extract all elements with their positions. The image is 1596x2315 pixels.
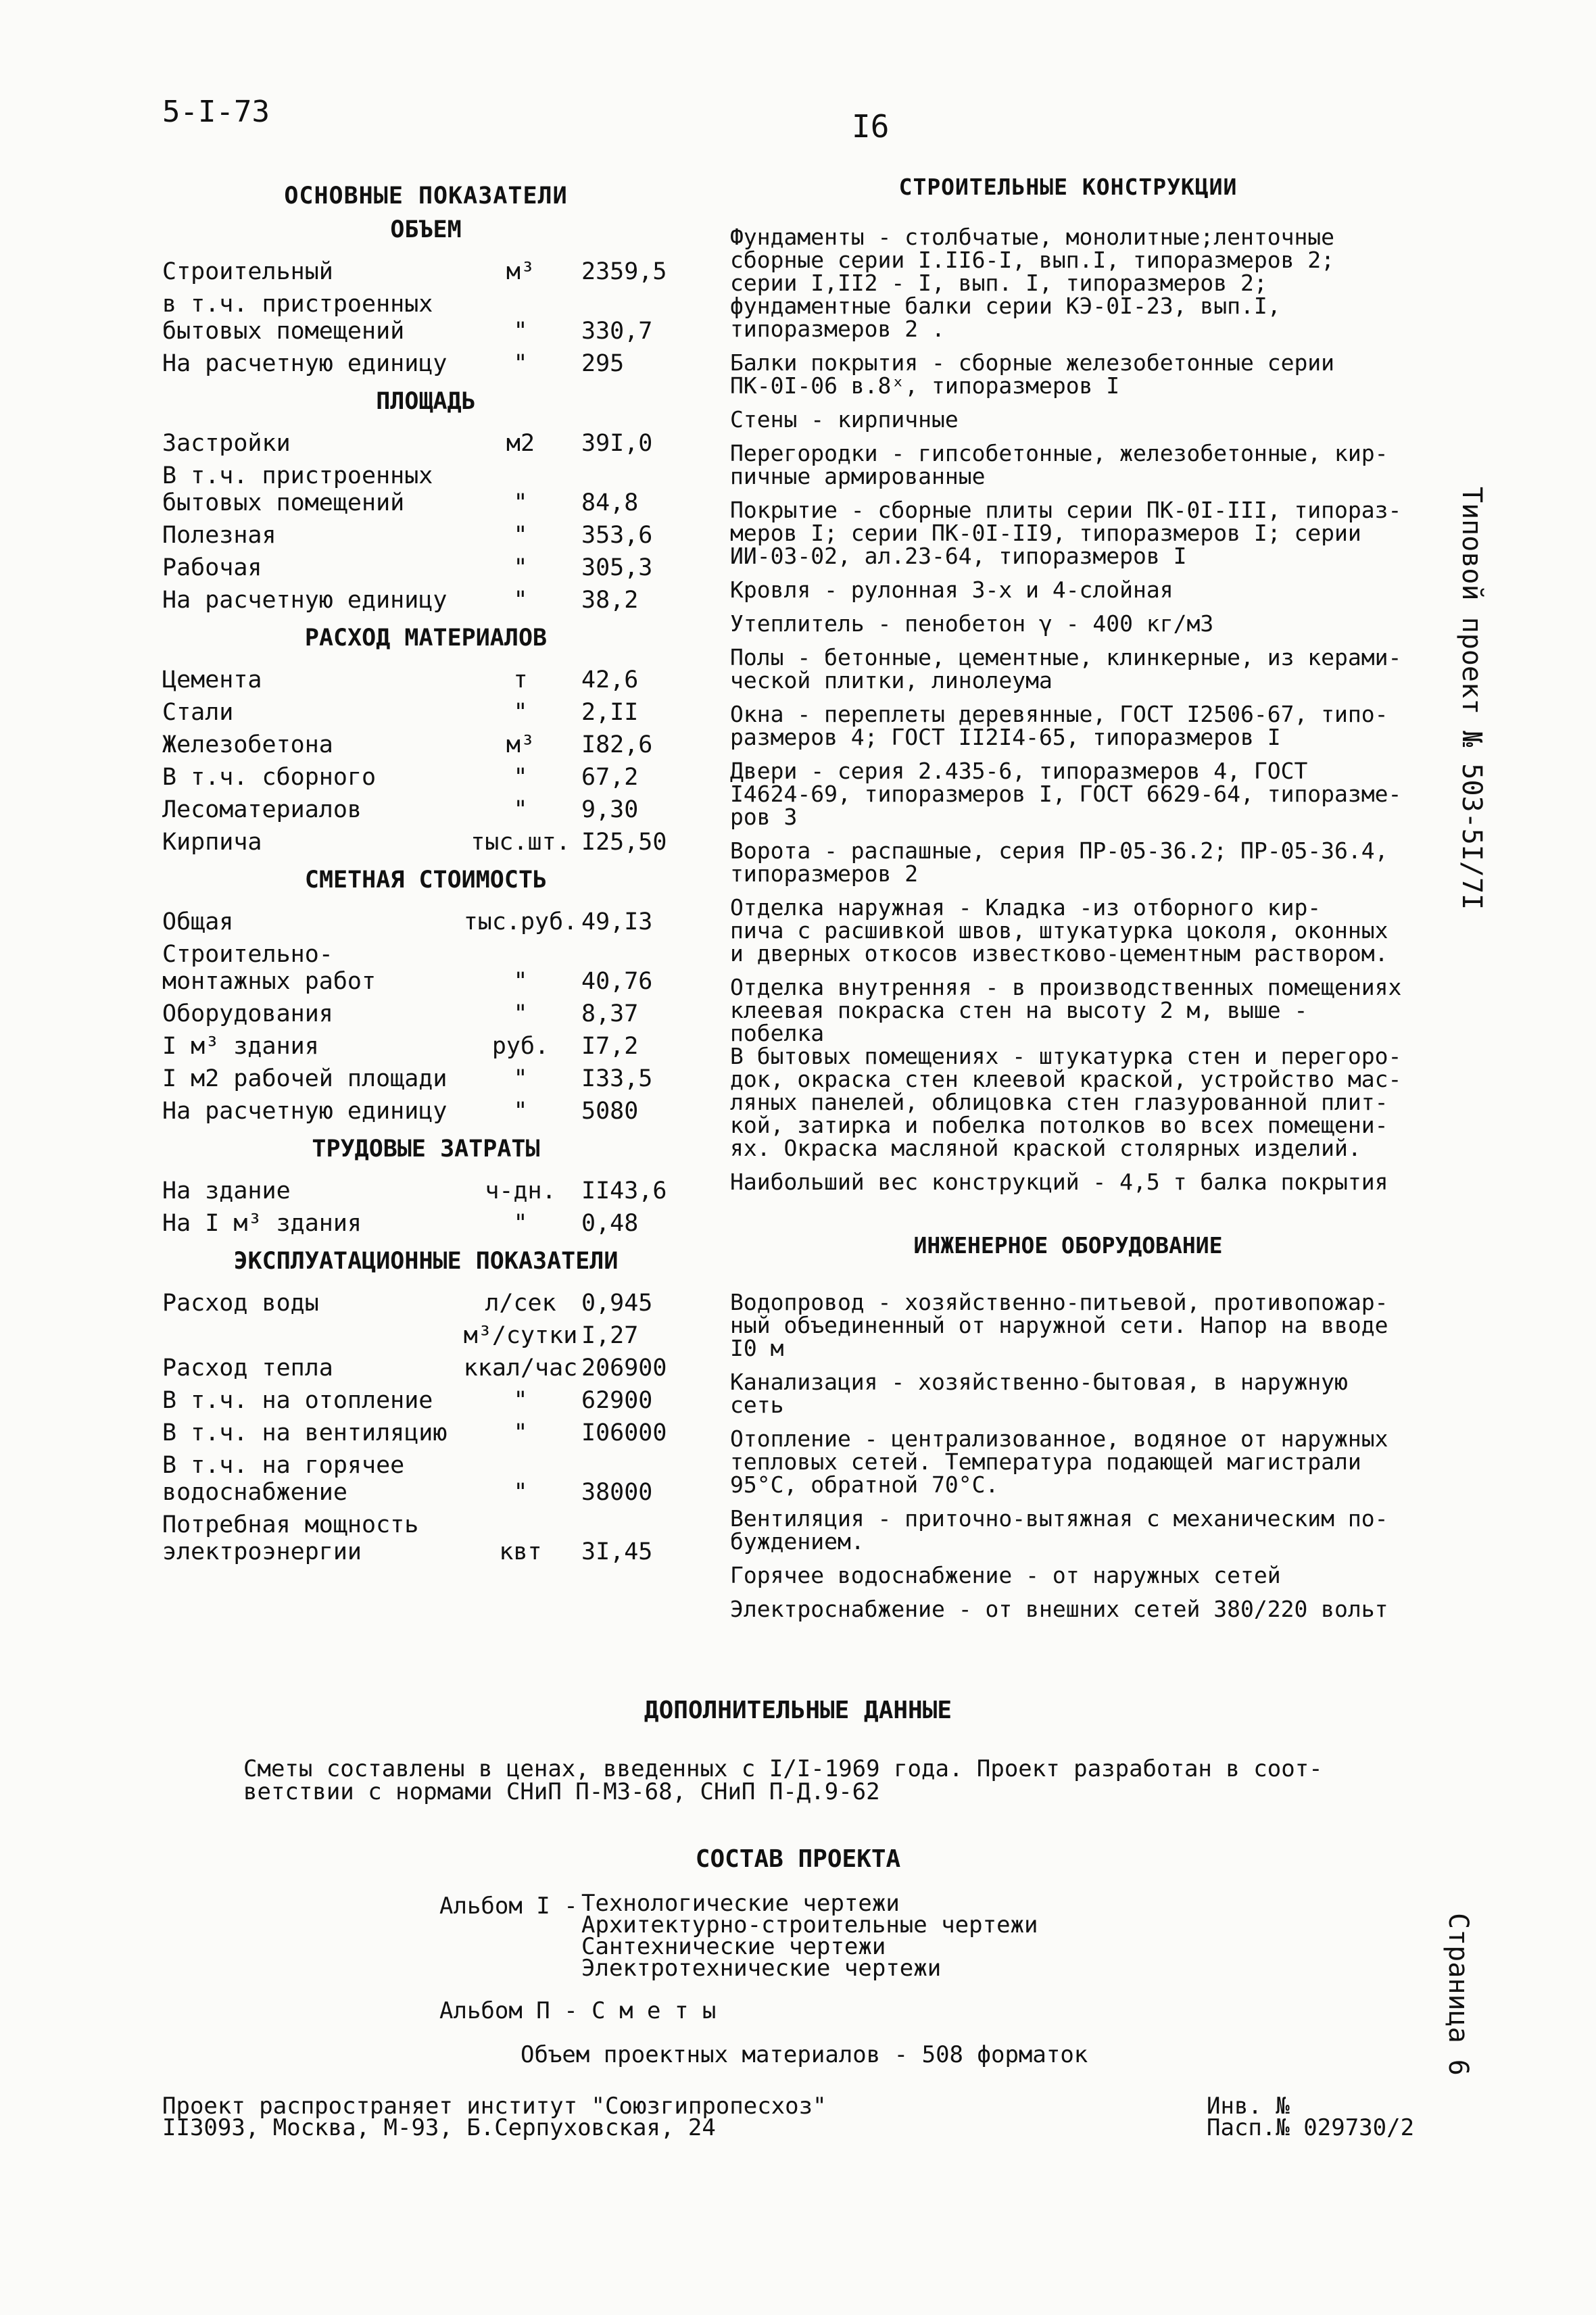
row-value: 42,6 — [581, 666, 639, 693]
row-unit: " — [513, 350, 528, 377]
engineering-paragraph: Канализация - хозяйственно-бытовая, в наружную сеть — [730, 1369, 1348, 1418]
construction-paragraph: Окна - переплеты деревянные, ГОСТ I2506-67, типо- размеров 4; ГОСТ II2I4-65, типоразмеров I — [730, 701, 1388, 750]
indicator-row — [162, 1387, 690, 1414]
album-item: Архитектурно-строительные чертежи — [581, 1911, 1038, 1939]
row-label: Лесоматериалов — [162, 796, 362, 823]
row-value: 38000 — [581, 1479, 653, 1506]
indicator-row — [162, 1290, 690, 1317]
album-item: Электротехнические чертежи — [581, 1955, 942, 1982]
page-label-vertical: Страница 6 — [1443, 1913, 1474, 2076]
additional-data-title: ДОПОЛНИТЕЛЬНЫЕ ДАННЫЕ — [644, 1697, 952, 1724]
indicator-row — [162, 522, 690, 549]
indicator-row — [162, 554, 690, 581]
row-value: II43,6 — [581, 1177, 667, 1204]
construction-title: СТРОИТЕЛЬНЫЕ КОНСТРУКЦИИ — [898, 174, 1238, 200]
indicator-row — [162, 1355, 690, 1382]
engineering-title: ИНЖЕНЕРНОЕ ОБОРУДОВАНИЕ — [913, 1232, 1223, 1259]
row-unit: " — [513, 318, 528, 345]
album-item: Технологические чертежи — [581, 1890, 900, 1917]
engineering-paragraph: Вентиляция - приточно-вытяжная с механическим по- буждением. — [730, 1505, 1388, 1555]
construction-paragraph: Отделка внутренняя - в производственных помещениях клеевая покраска стен на высоту 2 м, выше - побелка В бытовых помещениях - штукатурка стен и перегоро- док, окраска стен клеевой краской, устройство мас- ляных панелей, облицовка стен глазурованной плит- кой, затирка и побелка потолков во всех помещени- ях. Окраска масляной краской столярных изделий. — [730, 974, 1402, 1161]
row-label: В т.ч. на отопление — [162, 1387, 433, 1414]
row-label: На I м³ здания — [162, 1210, 362, 1237]
row-value: 40,76 — [581, 968, 653, 995]
indicator-row — [162, 666, 690, 693]
indicator-row — [162, 1000, 690, 1027]
indicator-row — [162, 430, 690, 457]
row-unit: " — [513, 1419, 528, 1446]
row-value: 353,6 — [581, 522, 653, 549]
indicator-row — [162, 1033, 690, 1060]
row-value: I82,6 — [581, 731, 653, 758]
section-title: СМЕТНАЯ СТОИМОСТЬ — [304, 867, 548, 894]
passport-number: Пасп.№ 029730/2 — [1207, 2114, 1415, 2141]
row-unit: " — [513, 554, 528, 581]
construction-paragraph: Ворота - распашные, серия ПР-05-36.2; ПР-05-36.4, типоразмеров 2 — [730, 837, 1388, 887]
row-label: На расчетную единицу — [162, 1098, 448, 1125]
row-value: 330,7 — [581, 318, 653, 345]
row-unit: " — [513, 587, 528, 614]
row-value: 84,8 — [581, 489, 639, 516]
row-unit: л/сек — [485, 1290, 556, 1317]
materials-volume: Объем проектных материалов - 508 форматок — [521, 2041, 1088, 2068]
inventory-block — [1207, 2095, 1414, 2139]
indicator-row — [162, 941, 690, 995]
row-label: Потребная мощность электроэнергии — [162, 1511, 419, 1565]
row-value: 305,3 — [581, 554, 653, 581]
construction-paragraph: Перегородки - гипсобетонные, железобетонные, кир- пичные армированные — [730, 440, 1388, 489]
construction-paragraph: Утеплитель - пенобетон γ - 400 кг/м3 — [730, 610, 1214, 637]
row-unit: тыс.руб. — [463, 908, 578, 935]
row-value: 2,II — [581, 699, 639, 726]
row-value: 295 — [581, 350, 625, 377]
row-unit: руб. — [491, 1033, 550, 1060]
construction-paragraph: Полы - бетонные, цементные, клинкерные, из керами- ческой плитки, линолеума — [730, 644, 1402, 693]
construction-paragraph: Покрытие - сборные плиты серии ПК-0I-III, типораз- меров I; серии ПК-0I-II9, типоразмеров I; серии ИИ-03-02, ал.23-64, типоразмеров I — [730, 497, 1402, 569]
section-title: ЭКСПЛУАТАЦИОННЫЕ ПОКАЗАТЕЛИ — [233, 1248, 619, 1275]
row-label: Рабочая — [162, 554, 262, 581]
row-value: 39I,0 — [581, 430, 653, 457]
row-value: 5080 — [581, 1098, 639, 1125]
row-unit: м2 — [506, 430, 535, 457]
engineering-paragraph: Водопровод - хозяйственно-питьевой, противопожар- ный объединенный от наружной сети. Напор на вводе I0 м — [730, 1289, 1388, 1361]
indicator-row — [162, 1098, 690, 1125]
section-title: ОБЪЕМ — [390, 216, 462, 243]
row-unit: " — [513, 522, 528, 549]
row-value: 9,30 — [581, 796, 639, 823]
row-label: Железобетона — [162, 731, 333, 758]
row-label: В т.ч. на вентиляцию — [162, 1419, 448, 1446]
row-unit: тыс.шт. — [470, 829, 571, 856]
row-label: в т.ч. пристроенных бытовых помещений — [162, 291, 433, 345]
document-code: 5-I-73 — [162, 95, 270, 129]
row-unit: м³/сутки — [463, 1322, 578, 1349]
row-value: I,27 — [581, 1322, 639, 1349]
row-label: Строительно-монтажных работ — [162, 941, 377, 995]
construction-paragraph: Балки покрытия - сборные железобетонные серии ПК-0I-06 в.8ˣ, типоразмеров I — [730, 349, 1335, 399]
construction-paragraph: Стены - кирпичные — [730, 406, 959, 433]
row-value: 0,48 — [581, 1210, 639, 1237]
row-value: I25,50 — [581, 829, 667, 856]
row-unit: " — [513, 764, 528, 791]
page-number: I6 — [852, 108, 890, 145]
row-unit: м³ — [506, 258, 535, 285]
row-unit: " — [513, 1479, 528, 1506]
engineering-paragraph: Электроснабжение - от внешних сетей 380/220 вольт — [730, 1596, 1388, 1622]
indicator-row — [162, 462, 690, 516]
row-label: Кирпича — [162, 829, 262, 856]
row-unit: " — [513, 699, 528, 726]
row-value: 0,945 — [581, 1290, 653, 1317]
row-value: 8,37 — [581, 1000, 639, 1027]
section-title: РАСХОД МАТЕРИАЛОВ — [304, 625, 548, 652]
indicator-row — [162, 699, 690, 726]
indicator-row — [162, 291, 690, 345]
row-value: 62900 — [581, 1387, 653, 1414]
row-label: Застройки — [162, 430, 291, 457]
album-1-label: Альбом I - — [439, 1893, 578, 1920]
row-label: I м2 рабочей площади — [162, 1065, 448, 1092]
row-label: Расход тепла — [162, 1355, 333, 1382]
row-value: 38,2 — [581, 587, 639, 614]
row-value: I33,5 — [581, 1065, 653, 1092]
engineering-paragraph: Отопление - централизованное, водяное от наружных тепловых сетей. Температура подающей магистрали 95°С, обратной 70°С. — [730, 1425, 1388, 1498]
row-unit: " — [513, 968, 528, 995]
row-label: Строительный — [162, 258, 333, 285]
row-label: На расчетную единицу — [162, 350, 448, 377]
indicator-row — [162, 1065, 690, 1092]
project-number-vertical: Типовой проект № 503-5I/7I — [1456, 487, 1487, 910]
row-label: В т.ч. на горячее водоснабжение — [162, 1452, 405, 1506]
row-value: 206900 — [581, 1355, 667, 1382]
construction-paragraph: Отделка наружная - Кладка -из отборного кир- пича с расшивкой швов, штукатурка цоколя, оконных и дверных откосов известково-цементным раствором. — [730, 894, 1388, 967]
row-label: На расчетную единицу — [162, 587, 448, 614]
row-label: На здание — [162, 1177, 291, 1204]
main-indicators-title: ОСНОВНЫЕ ПОКАЗАТЕЛИ — [284, 182, 568, 210]
row-label: Полезная — [162, 522, 276, 549]
indicator-row — [162, 1419, 690, 1446]
row-label: В т.ч. пристроенных бытовых помещений — [162, 462, 433, 516]
construction-paragraph: Наибольший вес конструкций - 4,5 т балка покрытия — [730, 1169, 1388, 1195]
indicator-row — [162, 764, 690, 791]
album-item: Сантехнические чертежи — [581, 1933, 886, 1960]
row-unit: т — [513, 666, 528, 693]
row-value: 49,I3 — [581, 908, 653, 935]
row-value: I06000 — [581, 1419, 667, 1446]
row-unit: " — [513, 1000, 528, 1027]
indicator-row — [162, 350, 690, 377]
row-label: Расход воды — [162, 1290, 319, 1317]
row-label: В т.ч. сборного — [162, 764, 377, 791]
indicator-row — [162, 1177, 690, 1204]
indicator-row — [162, 829, 690, 856]
additional-data-text: Сметы составлены в ценах, введенных с I/I-1969 года. Проект разработан в соот- ветствии с нормами СНиП П-М3-68, СНиП П-Д.9-62 — [243, 1755, 1323, 1805]
row-label: Цемента — [162, 666, 262, 693]
indicator-row — [162, 731, 690, 758]
indicator-row — [162, 908, 690, 935]
row-unit: " — [513, 1210, 528, 1237]
row-unit: " — [513, 796, 528, 823]
row-label: Общая — [162, 908, 234, 935]
row-unit: квт — [499, 1538, 542, 1565]
album-1-items — [581, 1890, 1038, 1982]
row-label: Оборудования — [162, 1000, 333, 1027]
album-2-label: Альбом П - С м е т ы — [439, 1997, 717, 2024]
construction-column — [730, 176, 1406, 1632]
indicator-row — [162, 1210, 690, 1237]
row-unit: ккал/час — [463, 1355, 578, 1382]
distributor-info: Проект распространяет институт "Союзгипропесхоз" II3093, Москва, М-93, Б.Серпуховская, 24 — [162, 2093, 827, 2141]
section-title: ПЛОЩАДЬ — [376, 388, 476, 415]
row-unit: " — [513, 1098, 528, 1125]
row-label: Стали — [162, 699, 234, 726]
section-title: ТРУДОВЫЕ ЗАТРАТЫ — [312, 1136, 540, 1163]
row-value: 67,2 — [581, 764, 639, 791]
main-indicators — [162, 176, 690, 1571]
inventory-number: Инв. № — [1207, 2093, 1290, 2120]
row-value: I7,2 — [581, 1033, 639, 1060]
indicator-row — [162, 796, 690, 823]
indicator-row — [162, 1322, 690, 1349]
row-unit: м³ — [506, 731, 535, 758]
engineering-paragraph: Горячее водоснабжение - от наружных сетей — [730, 1562, 1281, 1588]
row-unit: " — [513, 1387, 528, 1414]
indicator-row — [162, 1511, 690, 1565]
row-label: I м³ здания — [162, 1033, 319, 1060]
row-value: 3I,45 — [581, 1538, 653, 1565]
row-value: 2359,5 — [581, 258, 667, 285]
indicator-row — [162, 587, 690, 614]
construction-paragraph: Кровля - рулонная 3-х и 4-слойная — [730, 577, 1174, 603]
row-unit: " — [513, 489, 528, 516]
construction-paragraph: Фундаменты - столбчатые, монолитные;ленточные сборные серии I.II6-I, вып.I, типоразмеров 2; серии I,II2 - I, вып. I, типоразмеров 2; фундаментные балки серии КЭ-0I-23, вып.I, типоразмеров 2 . — [730, 224, 1335, 342]
indicator-row — [162, 1452, 690, 1506]
project-composition-title: СОСТАВ ПРОЕКТА — [695, 1845, 901, 1873]
indicator-row — [162, 258, 690, 285]
construction-paragraph: Двери - серия 2.435-6, типоразмеров 4, ГОСТ I4624-69, типоразмеров I, ГОСТ 6629-64, типоразме- ров 3 — [730, 758, 1402, 830]
row-unit: " — [513, 1065, 528, 1092]
row-unit: ч-дн. — [485, 1177, 556, 1204]
